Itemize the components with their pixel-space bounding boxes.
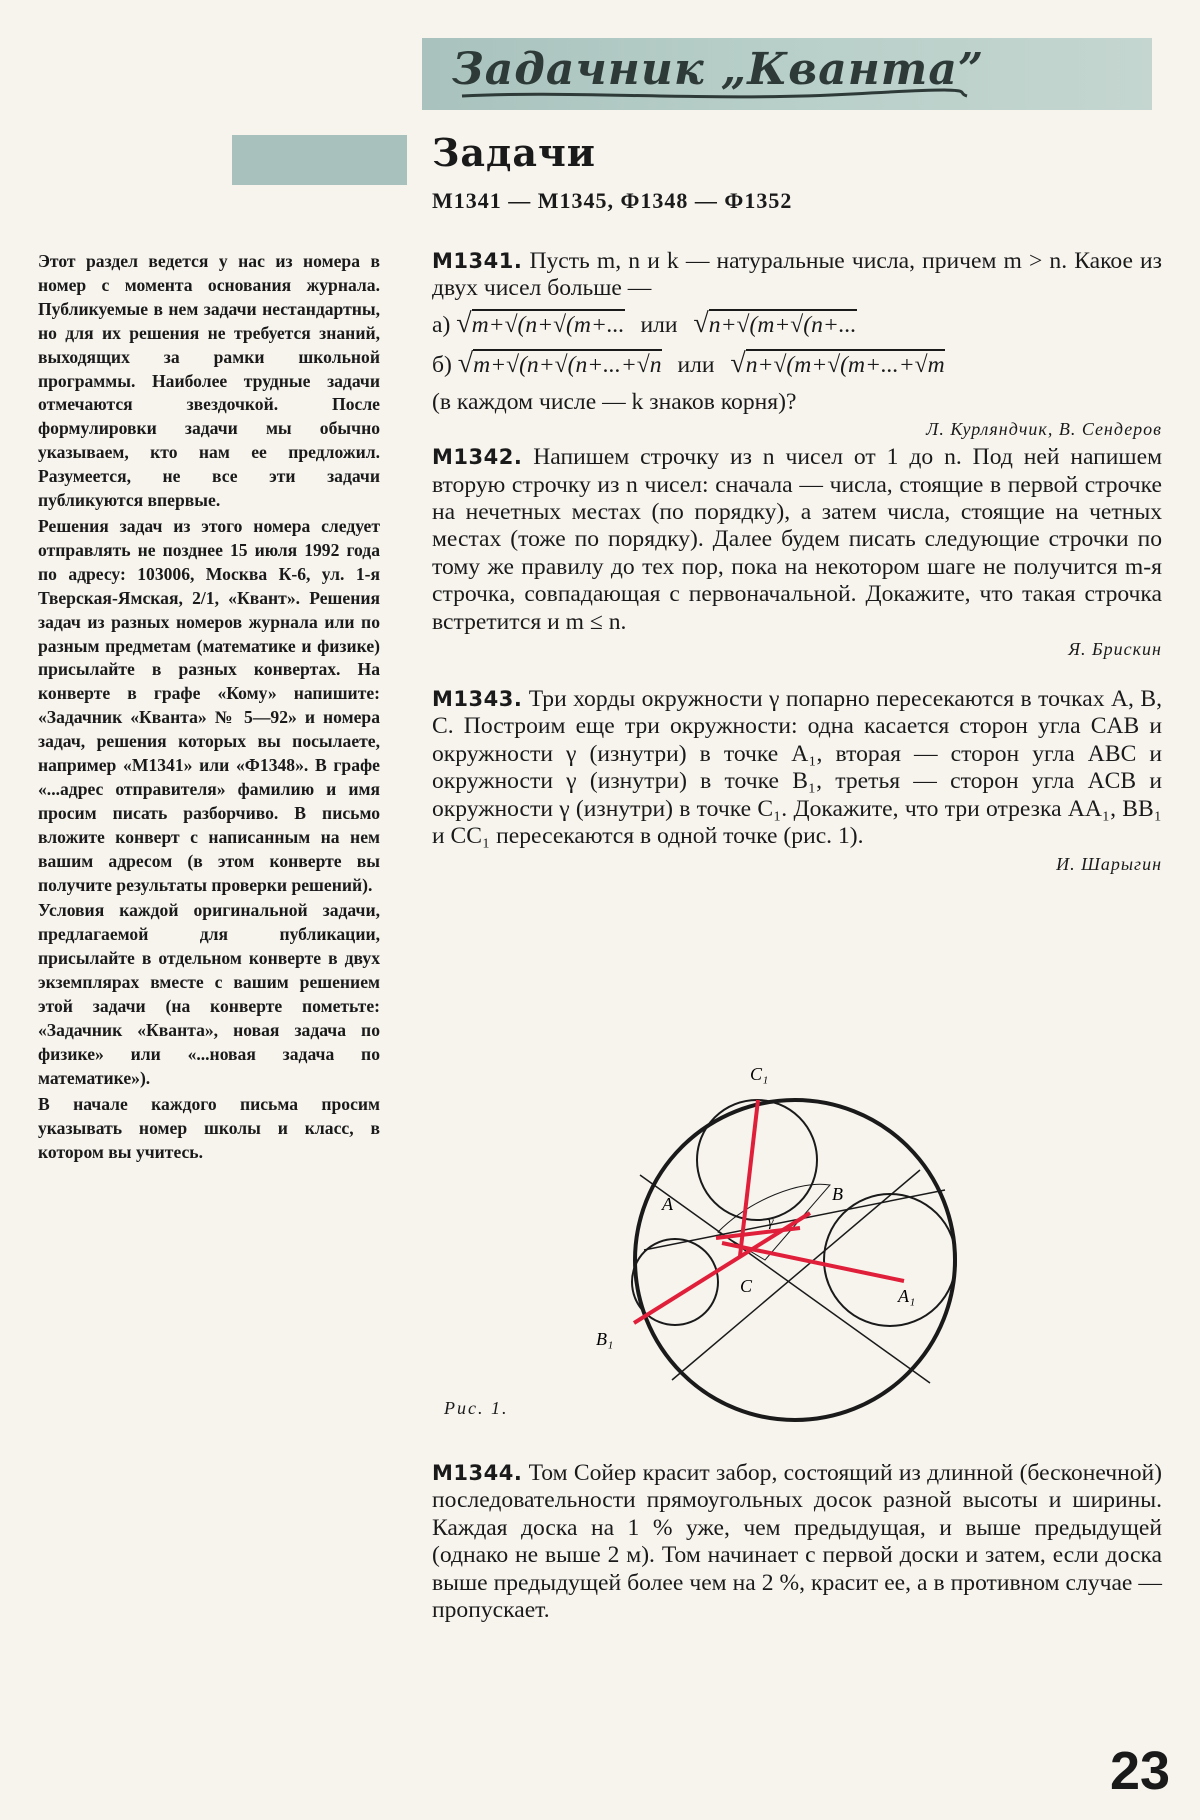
- label-a: A: [662, 1194, 673, 1214]
- problem-text: Три хорды окружности γ попарно пересекаются в точках A, B, C. Построим еще три окружности: одна касается сторон угла CAB и окружности γ (изнутри) в точке A₁, вторая — сторон угла ABC и окружности γ (изнутри) в точке B₁, третья — сторон угла ACB и окружности γ (изнутри) в точке C₁. Докажите, что три отрезка AA₁, BB₁ и CC₁ пересекаются в одной точке (рис. 1).: [432, 686, 1162, 850]
- formula-b: б) √m+√(n+√(n+...+√n или √n+√(m+√(m+...+√m: [432, 347, 945, 379]
- label-c: C: [740, 1276, 753, 1296]
- inner-circle-b: [632, 1239, 718, 1325]
- problems-column: [432, 248, 1162, 877]
- label-a1: A₁: [898, 1286, 916, 1306]
- page-title: Задачи: [432, 130, 596, 175]
- intro-paragraph: В начале каждого письма просим указывать номер школы и класс, в котором вы учитесь.: [38, 1093, 380, 1162]
- inner-circle-a: [824, 1194, 956, 1326]
- intro-paragraph: Решения задач из этого номера следует отправлять не позднее 15 июля 1992 года по адресу: 103006, Москва К-6, ул. 1-я Тверская-Ямская, 2/1, «Квант». Решения задач из разных номеров журнала или по разным предметам (математике и физике) присылайте в разных конвертах. На конверте в графе «Кому» напишите: «Задачник «Кванта» № 5—92» и номера задач, решения которых вы посылаете, например «М1341» или «Ф1348». В графе «...адрес отправителя» фамилию и имя просим писать разборчиво. В письмо вложите конверт с написанным на нем вашим адресом (в этом конверте вы получите результаты проверки решений).: [38, 515, 380, 895]
- problem-text: Том Сойер красит забор, состоящий из длинной (бесконечной) последовательности прямоугольных досок разной высоты и ширины. Каждая доска на 1 % уже, чем предыдущая, и выше предыдущей (однако не выше 2 м). Том начинает с первой доски и затем, если доска выше предыдущей более чем на 2 %, красит ее, а в противном случае — пропускает.: [432, 1460, 1162, 1624]
- banner-title: Задачник „Кванта”: [452, 44, 985, 95]
- figure-caption: Рис. 1.: [444, 1398, 509, 1418]
- label-b1: B₁: [596, 1329, 614, 1349]
- page-subtitle: М1341 — М1345, Ф1348 — Ф1352: [432, 188, 793, 213]
- problem-text: Напишем строчку из n чисел от 1 до n. Под ней напишем вторую строчку из n чисел: сначала — числа, стоящие в первой строчке на нечетных местах (по порядку), а затем числа, стоящие на четных местах (тоже по порядку). Далее будем писать следующие строчки по тому же правилу до тех пор, пока на некотором шаге не получится m-я строчка, совпадающая с первоначальной. Докажите, что такая строчка встретится и m ≤ n.: [432, 444, 1162, 635]
- decorative-block: [232, 135, 407, 185]
- problem-number: М1342.: [432, 445, 523, 470]
- label-b: B: [832, 1184, 843, 1204]
- problem-author: И. Шарыгин: [1056, 853, 1162, 874]
- swash-icon: [452, 88, 972, 104]
- problem-author: Л. Курляндчик, В. Сендеров: [926, 419, 1162, 440]
- header-banner: [422, 38, 1152, 110]
- problem-number: М1344.: [432, 1461, 523, 1485]
- figure-circles: [596, 1060, 990, 1450]
- problem-text: Пусть m, n и k — натуральные числа, причем m > n. Какое из двух чисел больше —: [432, 248, 1162, 302]
- problem-number: М1343.: [432, 687, 523, 712]
- problem-m1341: [432, 248, 1162, 442]
- chord-3: [644, 1190, 945, 1250]
- intro-paragraph: Условия каждой оригинальной задачи, предлагаемой для публикации, присылайте в отдельном конверте в двух экземплярах вместе с вашим решением этой задачи (на конверте пометьте: «Задачник «Кванта», новая задача по физике» или «...новая задача по математике»).: [38, 900, 380, 1088]
- formula-a: а) √m+√(n+√(m+... или √n+√(m+√(n+...: [432, 307, 857, 339]
- intro-column: [38, 250, 380, 1166]
- problem-m1344: [432, 1460, 1162, 1624]
- problem-m1342: [432, 444, 1162, 662]
- problem-number: М1341.: [432, 249, 523, 273]
- label-c1: C₁: [750, 1064, 769, 1084]
- page-number: 23: [1110, 1741, 1171, 1801]
- problem-m1343: [432, 686, 1162, 876]
- problem-tail: (в каждом числе — k знаков корня)?: [432, 388, 797, 415]
- gamma-arc: [718, 1184, 830, 1260]
- problem-author: Я. Брискин: [1068, 639, 1162, 660]
- intro-paragraph: Этот раздел ведется у нас из номера в номер с момента основания журнала. Публикуемые в нем задачи нестандартны, но для их решения не требуется знаний, выходящих за рамки школьной программы. Наиболее трудные задачи отмечаются звездочкой. После формулировки задачи мы обычно указываем, кто нам ее предложил. Разумеется, не все эти задачи публикуются впервые.: [38, 251, 380, 511]
- label-gamma: γ: [768, 1215, 774, 1230]
- problem-m1344-block: [432, 1460, 1162, 1624]
